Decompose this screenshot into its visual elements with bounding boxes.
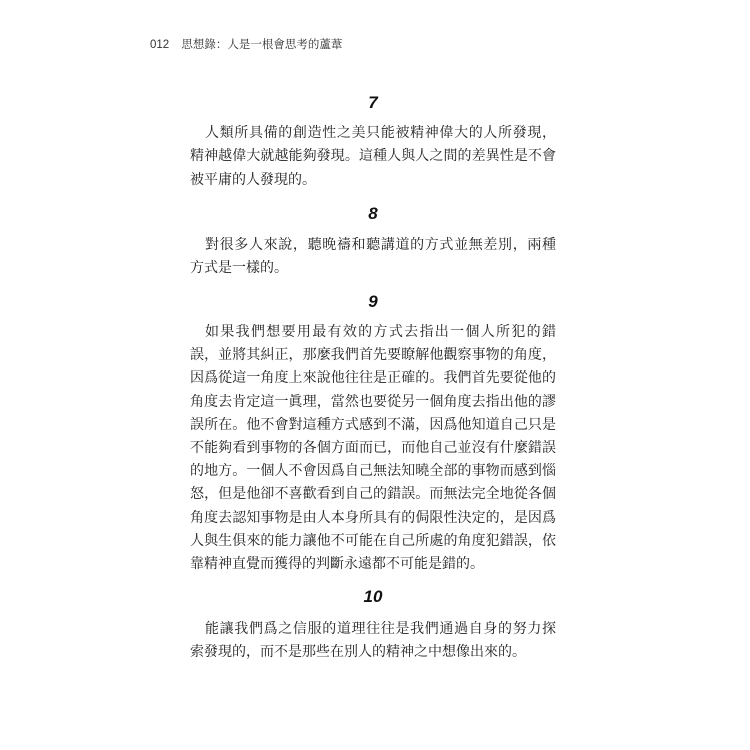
- paragraph-line: 靠精神直覺而獲得的判斷永遠都不可能是錯的。: [190, 555, 484, 572]
- section-10-paragraph: [190, 618, 556, 665]
- paragraph-line: 不能夠看到事物的各個方面而已，而他自己並沒有什麼錯誤: [190, 439, 556, 456]
- section-number: 9: [368, 292, 378, 311]
- section-number: 10: [363, 587, 383, 606]
- section-9-paragraph: [190, 321, 556, 576]
- paragraph-line: 角度去肯定這一眞理，當然也要從另一個角度去指出他的謬: [190, 393, 556, 410]
- paragraph-line: 誤所在。他不會對這種方式感到不滿，因爲他知道自己只是: [190, 416, 556, 433]
- book-title: 思想錄：人是一根會思考的蘆葦: [181, 39, 343, 51]
- running-header: [150, 38, 342, 52]
- paragraph-line: 怒，但是他卻不喜歡看到自己的錯誤。而無法完全地從各個: [190, 486, 556, 503]
- paragraph-line: 的地方。一個人不會因爲自己無法知曉全部的事物而感到惱: [190, 463, 556, 480]
- paragraph-line: 因爲從這一角度上來說他往往是正確的。我們首先要從他的: [190, 370, 556, 387]
- paragraph-line: 人類所具備的創造性之美只能被精神偉大的人所發現，: [205, 125, 556, 141]
- section-7-paragraph: [190, 122, 556, 192]
- paragraph-line: 索發現的，而不是那些在別人的精神之中想像出來的。: [190, 644, 526, 661]
- paragraph-line: 角度去認知事物是由人本身所具有的侷限性決定的，是因爲: [190, 509, 556, 526]
- paragraph-line: 人與生俱來的能力讓他不可能在自己所處的角度犯錯誤，依: [190, 532, 556, 549]
- paragraph-line: 如果我們想要用最有效的方式去指出一個人所犯的錯: [205, 324, 556, 340]
- paragraph-line: 方式是一樣的。: [190, 260, 288, 277]
- paragraph-line: 誤，並將其糾正，那麼我們首先要瞭解他觀察事物的角度，: [190, 347, 556, 364]
- section-8-paragraph: [190, 234, 556, 281]
- page-number: 012: [150, 39, 170, 51]
- paragraph-line: 對很多人來說，聽晚禱和聽講道的方式並無差別，兩種: [205, 237, 556, 253]
- paragraph-line: 精神越偉大就越能夠發現。這種人與人之間的差異性是不會: [190, 148, 556, 165]
- paragraph-line: 被平庸的人發現的。: [190, 171, 316, 188]
- paragraph-line: 能讓我們爲之信服的道理往往是我們通過自身的努力探: [205, 621, 556, 637]
- section-number: 7: [368, 93, 378, 112]
- section-number: 8: [368, 204, 378, 223]
